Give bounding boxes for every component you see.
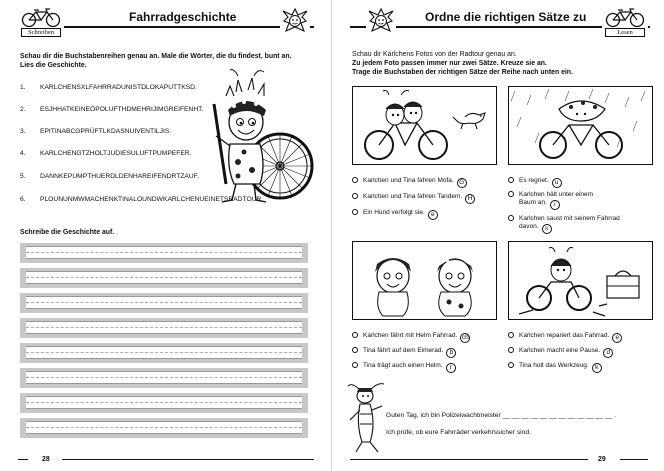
police-line-2: Ich prüfe, ob eure Fahrräder verkehrssicher sind. [386, 429, 531, 436]
page-bar [62, 459, 314, 461]
karlchen-with-wheel-illustration [208, 66, 316, 206]
exercise-number: 6. [20, 196, 26, 203]
option-checkbox[interactable] [508, 332, 514, 338]
write-instruction: Schreibe die Geschichte auf. [20, 229, 115, 236]
option-checkbox[interactable] [508, 177, 514, 183]
option-checkbox[interactable] [352, 209, 358, 215]
option-item[interactable] [508, 191, 593, 210]
writing-line[interactable] [20, 243, 308, 263]
page-title: Fahrradgeschichte [126, 10, 239, 24]
option-text: Karlchen hält unter einem [519, 191, 594, 198]
writing-line[interactable] [20, 393, 308, 413]
option-letter: H [465, 194, 475, 204]
option-letter: e [428, 210, 438, 220]
instructions [352, 50, 652, 77]
option-item[interactable] [508, 215, 620, 234]
option-letter: G [457, 178, 467, 188]
option-letter: k [592, 363, 602, 373]
instruction-line: Zu jedem Foto passen immer nur zwei Sätze. Kreuze sie an. [352, 60, 547, 67]
option-checkbox[interactable] [352, 362, 358, 368]
option-item[interactable] [352, 177, 467, 188]
option-item[interactable] [352, 362, 456, 373]
page-number: 28 [42, 456, 50, 463]
badge-label: Schreiben [21, 28, 61, 37]
option-checkbox[interactable] [352, 347, 358, 353]
option-item[interactable] [508, 362, 602, 373]
page-bar [350, 459, 588, 461]
option-text: Karlchen fährt mit Helm Fahrrad. [363, 332, 458, 339]
mascot-icon [280, 7, 310, 35]
right-header [350, 7, 650, 37]
page-bar [18, 459, 28, 461]
tandem-illustration [353, 87, 497, 165]
option-letter: d [603, 348, 613, 358]
mascot-icon [366, 7, 396, 35]
page-bar [620, 459, 648, 461]
option-text: Tina trägt auch einen Helm. [363, 362, 443, 369]
option-item[interactable] [508, 332, 622, 343]
writing-line[interactable] [20, 268, 308, 288]
option-letter: s [542, 224, 552, 234]
option-text: Tina holt das Werkzeug. [519, 362, 589, 369]
option-item[interactable] [352, 193, 475, 204]
option-checkbox[interactable] [508, 191, 514, 197]
option-text: Karlchen und Tina fahren Tandem. [363, 193, 463, 200]
option-letter: e [612, 333, 622, 343]
option-text: Karlchen repariert das Fahrrad. [519, 332, 610, 339]
left-header [18, 7, 314, 37]
exercise-row [20, 128, 171, 135]
reading-badge [602, 7, 648, 37]
writing-line[interactable] [20, 293, 308, 313]
page-title: Ordne die richtigen Sätze zu [422, 10, 589, 24]
option-item[interactable] [508, 177, 562, 188]
exercise-row [20, 150, 191, 157]
exercise-row [20, 173, 199, 180]
option-letter: b [446, 348, 456, 358]
exercise-number: 1. [20, 84, 26, 91]
exercise-number: 5. [20, 173, 26, 180]
option-letter: i [550, 200, 560, 210]
photo-repair [508, 241, 653, 320]
writing-badge [18, 7, 64, 37]
option-text: Karlchen macht eine Pause. [519, 347, 601, 354]
badge-label: Lesen [605, 28, 645, 37]
letter-row: KARLCHENSXLFAHRRADUNISTDLOKAPUTTKSD. [40, 84, 197, 91]
repair-illustration [509, 242, 653, 320]
helmets-illustration [353, 242, 497, 320]
option-item[interactable] [508, 347, 613, 358]
photo-tandem [352, 86, 497, 165]
option-text: Ein Hund verfolgt sie. [363, 209, 425, 216]
letter-row: KARLCHENGTZHOLTJUDIESULUFTPUMPEFER. [40, 150, 192, 157]
instruction-line: Schau dir Karlchens Fotos von der Radtour genau an. [352, 51, 517, 58]
writing-line[interactable] [20, 368, 308, 388]
option-text: Tina fährt auf dem Eimerad. [363, 347, 444, 354]
bicycle-icon [18, 7, 64, 29]
option-text-continued: davon. [519, 223, 539, 230]
option-checkbox[interactable] [508, 215, 514, 221]
option-letter: u [552, 178, 562, 188]
answer-blanks[interactable]: __ __ __ __ __ __ __ __ __ __ __ __ . [502, 412, 617, 419]
letter-row: PLOUNUNMWMACHENKTINALOUNDWKARLCHENUEINETSRADTOUR. [40, 196, 264, 203]
option-letter: ch [461, 334, 469, 341]
option-text-continued: Baum an. [519, 199, 547, 206]
right-page [332, 0, 664, 471]
writing-lines[interactable] [20, 243, 308, 441]
option-letter: r [446, 363, 456, 373]
exercise-number: 2. [20, 106, 26, 113]
exercise-row [20, 106, 203, 113]
photo-helmets [352, 241, 497, 320]
photo-rain [508, 86, 653, 165]
option-text: Karlchen und Tina fahren Mofa. [363, 177, 454, 184]
instructions: Schau dir die Buchstabenreihen genau an. Male die Wörter, die du findest, bunt an. Lies die Geschichte. [20, 53, 292, 69]
police-grasshopper-illustration [346, 380, 388, 454]
rain-illustration [509, 87, 653, 165]
writing-line[interactable] [20, 418, 308, 438]
option-text: Karlchen saust mit seinem Fahrrad [519, 215, 620, 222]
option-checkbox[interactable] [352, 177, 358, 183]
option-checkbox[interactable] [508, 347, 514, 353]
writing-line[interactable] [20, 343, 308, 363]
instruction-line: Trage die Buchstaben der richtigen Sätze der Reihe nach unten ein. [352, 69, 573, 76]
exercise-number: 3. [20, 128, 26, 135]
option-item[interactable] [352, 209, 438, 220]
option-item[interactable] [352, 332, 470, 343]
option-item[interactable] [352, 347, 456, 358]
letter-row: DANNKEPUMPTHUERDLDENHAREIFENDRTZAUF. [40, 173, 199, 180]
option-checkbox[interactable] [352, 332, 358, 338]
police-line-1 [386, 412, 616, 419]
exercise-number: 4. [20, 150, 26, 157]
option-checkbox[interactable] [352, 193, 358, 199]
bicycle-icon [602, 7, 648, 29]
exercise-row [20, 84, 197, 91]
writing-line[interactable] [20, 318, 308, 338]
letter-row: ESJHHATKEINEÖPOLUFTHDMEHRIJIMGREIFENHT. [40, 106, 204, 113]
police-greeting: Guten Tag, ich bin Polizeiwachtmeister [386, 412, 501, 419]
option-text: Es regnet. [519, 177, 549, 184]
option-checkbox[interactable] [508, 362, 514, 368]
letter-row: EPITINABCGPRÜFTLKDASNUIVENTILJIS. [40, 128, 172, 135]
page-number: 29 [598, 456, 606, 463]
